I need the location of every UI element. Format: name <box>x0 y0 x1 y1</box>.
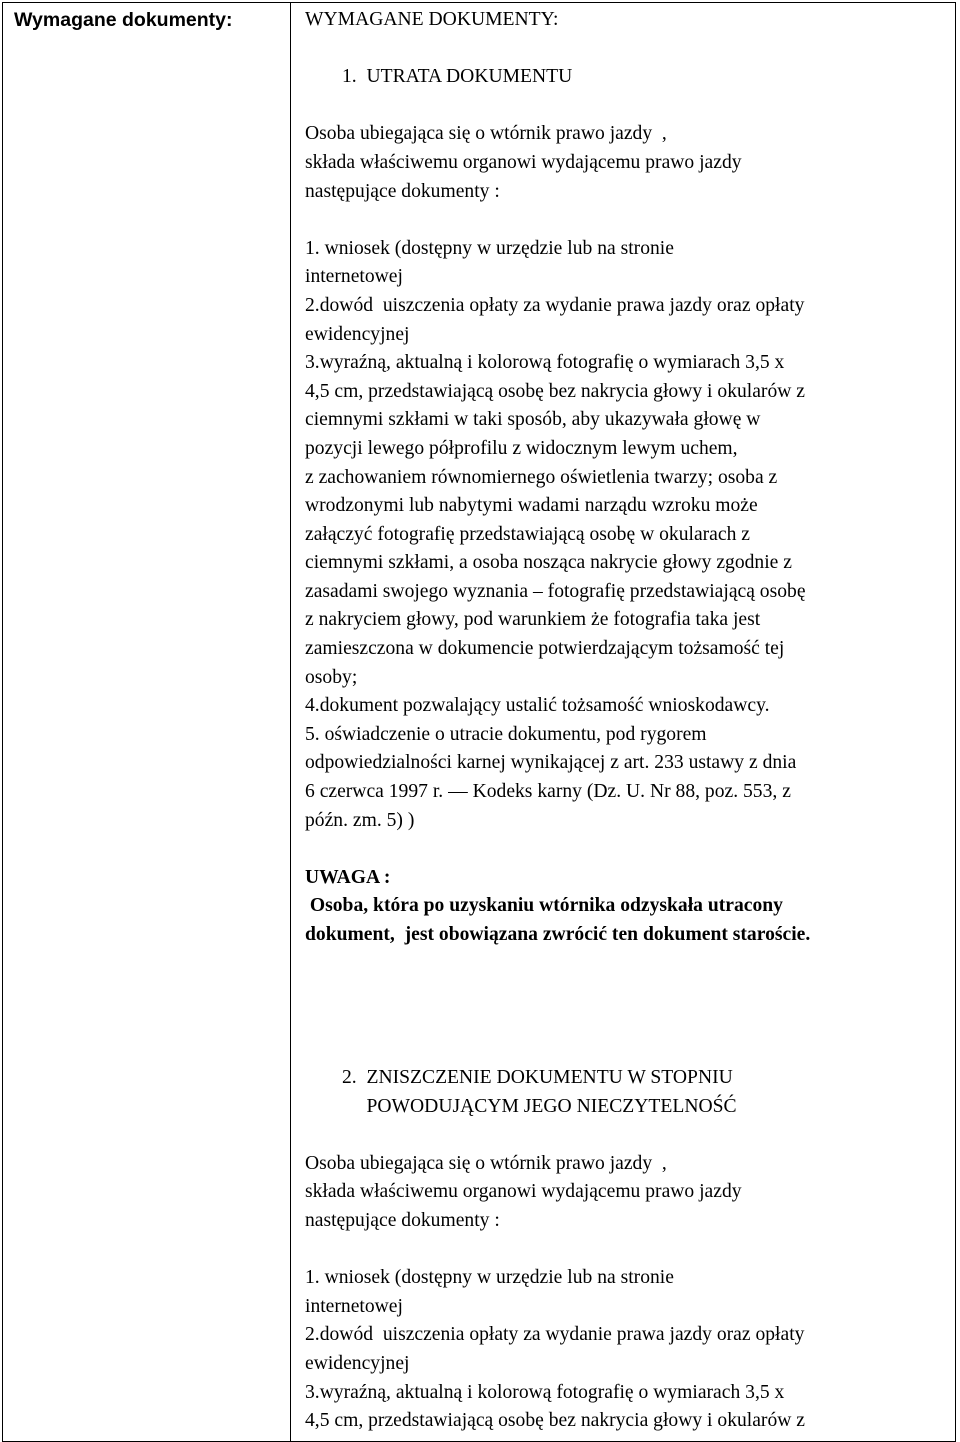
section1-item-line: 1. wniosek (dostępny w urzędzie lub na stronie <box>305 237 674 259</box>
section2-title-line: POWODUJĄCYM JEGO NIECZYTELNOŚĆ <box>342 1095 737 1117</box>
section2-title <box>305 1064 945 1121</box>
section2-item-line: internetowej <box>305 1295 403 1317</box>
section1-intro-line: składa właściwemu organowi wydającemu prawo jazdy <box>305 151 742 173</box>
section1-item-line: 4,5 cm, przedstawiającą osobę bez nakrycia głowy i okularów z <box>305 380 805 402</box>
section1-item-line: z zachowaniem równomiernego oświetlenia twarzy; osoba z <box>305 466 778 488</box>
warning-text-line: Osoba, która po uzyskaniu wtórnika odzyskała utracony <box>305 895 783 917</box>
section1-item-line: 5. oświadczenie o utracie dokumentu, pod rygorem <box>305 723 707 745</box>
section1-items <box>305 235 945 835</box>
row-label: Wymagane dokumenty: <box>14 9 233 31</box>
section2-intro-line: Osoba ubiegająca się o wtórnik prawo jazdy , <box>305 1152 667 1174</box>
section2-intro <box>305 1150 945 1236</box>
section1-item-line: pozycji lewego półprofilu z widocznym lewym uchem, <box>305 437 738 459</box>
section1-intro <box>305 120 945 206</box>
section1-item-line: z nakryciem głowy, pod warunkiem że fotografia taka jest <box>305 609 761 631</box>
heading: WYMAGANE DOKUMENTY: <box>305 9 559 30</box>
section1-intro-line: następujące dokumenty : <box>305 180 500 202</box>
section2-title-line: 2. ZNISZCZENIE DOKUMENTU W STOPNIU <box>342 1066 733 1088</box>
section1-item-line: zamieszczona w dokumencie potwierdzającym tożsamość tej <box>305 638 785 660</box>
section1-item-line: internetowej <box>305 266 403 288</box>
section2-intro-line: składa właściwemu organowi wydającemu prawo jazdy <box>305 1181 742 1203</box>
section2-item-line: 4,5 cm, przedstawiającą osobę bez nakrycia głowy i okularów z <box>305 1410 805 1432</box>
warning-title: UWAGA : <box>305 866 391 888</box>
section1-item-line: ciemnymi szkłami w taki sposób, aby ukazywała głowę w <box>305 409 761 431</box>
section2-items <box>305 1264 945 1436</box>
requirements-content <box>305 6 945 1436</box>
section1-intro-line: Osoba ubiegająca się o wtórnik prawo jazdy , <box>305 123 667 145</box>
section1-title: 1. UTRATA DOKUMENTU <box>342 66 573 88</box>
section1-item-line: załączyć fotografię przedstawiającą osobę w okularach z <box>305 523 750 545</box>
warning-text-line: dokument, jest obowiązana zwrócić ten dokument staroście. <box>305 924 811 945</box>
section2-item-line: ewidencyjnej <box>305 1352 410 1374</box>
section2-item-line: 2.dowód uiszczenia opłaty za wydanie prawa jazdy oraz opłaty <box>305 1324 805 1346</box>
section2-item-line: 3.wyraźną, aktualną i kolorową fotografię o wymiarach 3,5 x <box>305 1381 785 1403</box>
section1-item-line: ewidencyjnej <box>305 323 410 345</box>
section1-item-line: 3.wyraźną, aktualną i kolorową fotografię o wymiarach 3,5 x <box>305 352 785 374</box>
section1-item-line: osoby; <box>305 666 358 688</box>
section1-item-line: 6 czerwca 1997 r. — Kodeks karny (Dz. U. Nr 88, poz. 553, z <box>305 781 791 803</box>
section1-item-line: odpowiedzialności karnej wynikającej z art. 233 ustawy z dnia <box>305 752 797 774</box>
section1-item-line: 2.dowód uiszczenia opłaty za wydanie prawa jazdy oraz opłaty <box>305 294 805 316</box>
column-divider <box>290 2 291 1442</box>
section1-item-line: ciemnymi szkłami, a osoba nosząca nakrycie głowy zgodnie z <box>305 552 792 574</box>
section1-item-line: 4.dokument pozwalający ustalić tożsamość wnioskodawcy. <box>305 695 770 717</box>
section2-intro-line: następujące dokumenty : <box>305 1209 500 1231</box>
section1-item-line: zasadami swojego wyznania – fotografię przedstawiającą osobę <box>305 580 806 602</box>
section2-item-line: 1. wniosek (dostępny w urzędzie lub na stronie <box>305 1267 674 1289</box>
section1-item-line: późn. zm. 5) ) <box>305 809 415 831</box>
section1-item-line: wrodzonymi lub nabytymi wadami narządu wzroku może <box>305 495 758 517</box>
